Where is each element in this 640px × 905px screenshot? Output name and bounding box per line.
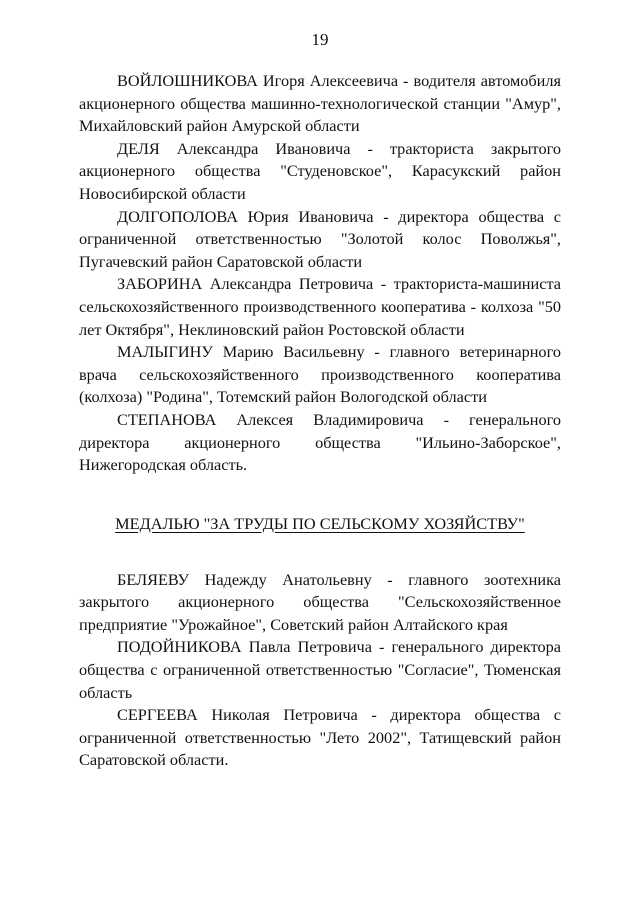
document-body [79,70,561,772]
award-entry: ДОЛГОПОЛОВА Юрия Ивановича - директора общества с ограниченной ответственностью "Золотой колос Поволжья", Пугачевский район Саратовской области [79,206,561,271]
award-entry: МАЛЫГИНУ Марию Васильевну - главного ветеринарного врача сельскохозяйственного производственного кооператива (колхоза) "Родина", Тотемский район Вологодской области [79,342,561,407]
award-entry: СЕРГЕЕВА Николая Петровича - директора общества с ограниченной ответственностью "Лето 2002", Татищевский район Саратовской области. [79,705,561,770]
page-number: 19 [311,30,329,49]
award-entry: ЗАБОРИНА Александра Петровича - тракториста-машиниста сельскохозяйственного производственного кооператива - колхоза "50 лет Октября", Неклиновский район Ростовской области [79,274,561,339]
award-entry: СТЕПАНОВА Алексея Владимировича - генерального директора акционерного общества "Ильино-Заборское", Нижегородская область. [79,409,561,475]
award-entry: ДЕЛЯ Александра Ивановича - тракториста закрытого акционерного общества "Студеновское", Карасукский район Новосибирской области [79,138,561,203]
section-heading: МЕДАЛЬЮ "ЗА ТРУДЫ ПО СЕЛЬСКОМУ ХОЗЯЙСТВУ" [115,513,525,533]
award-entry: БЕЛЯЕВУ Надежду Анатольевну - главного зоотехника закрытого акционерного общества "Сельскохозяйственное предприятие "Урожайное", Советский район Алтайского края [79,569,561,634]
award-entry: ПОДОЙНИКОВА Павла Петровича - генерального директора общества с ограниченной ответственностью "Согласие", Тюменская область [79,637,561,702]
award-entry: ВОЙЛОШНИКОВА Игоря Алексеевича - водителя автомобиля акционерного общества машинно-технологической станции "Амур", Михайловский район Амурской области [79,71,561,136]
